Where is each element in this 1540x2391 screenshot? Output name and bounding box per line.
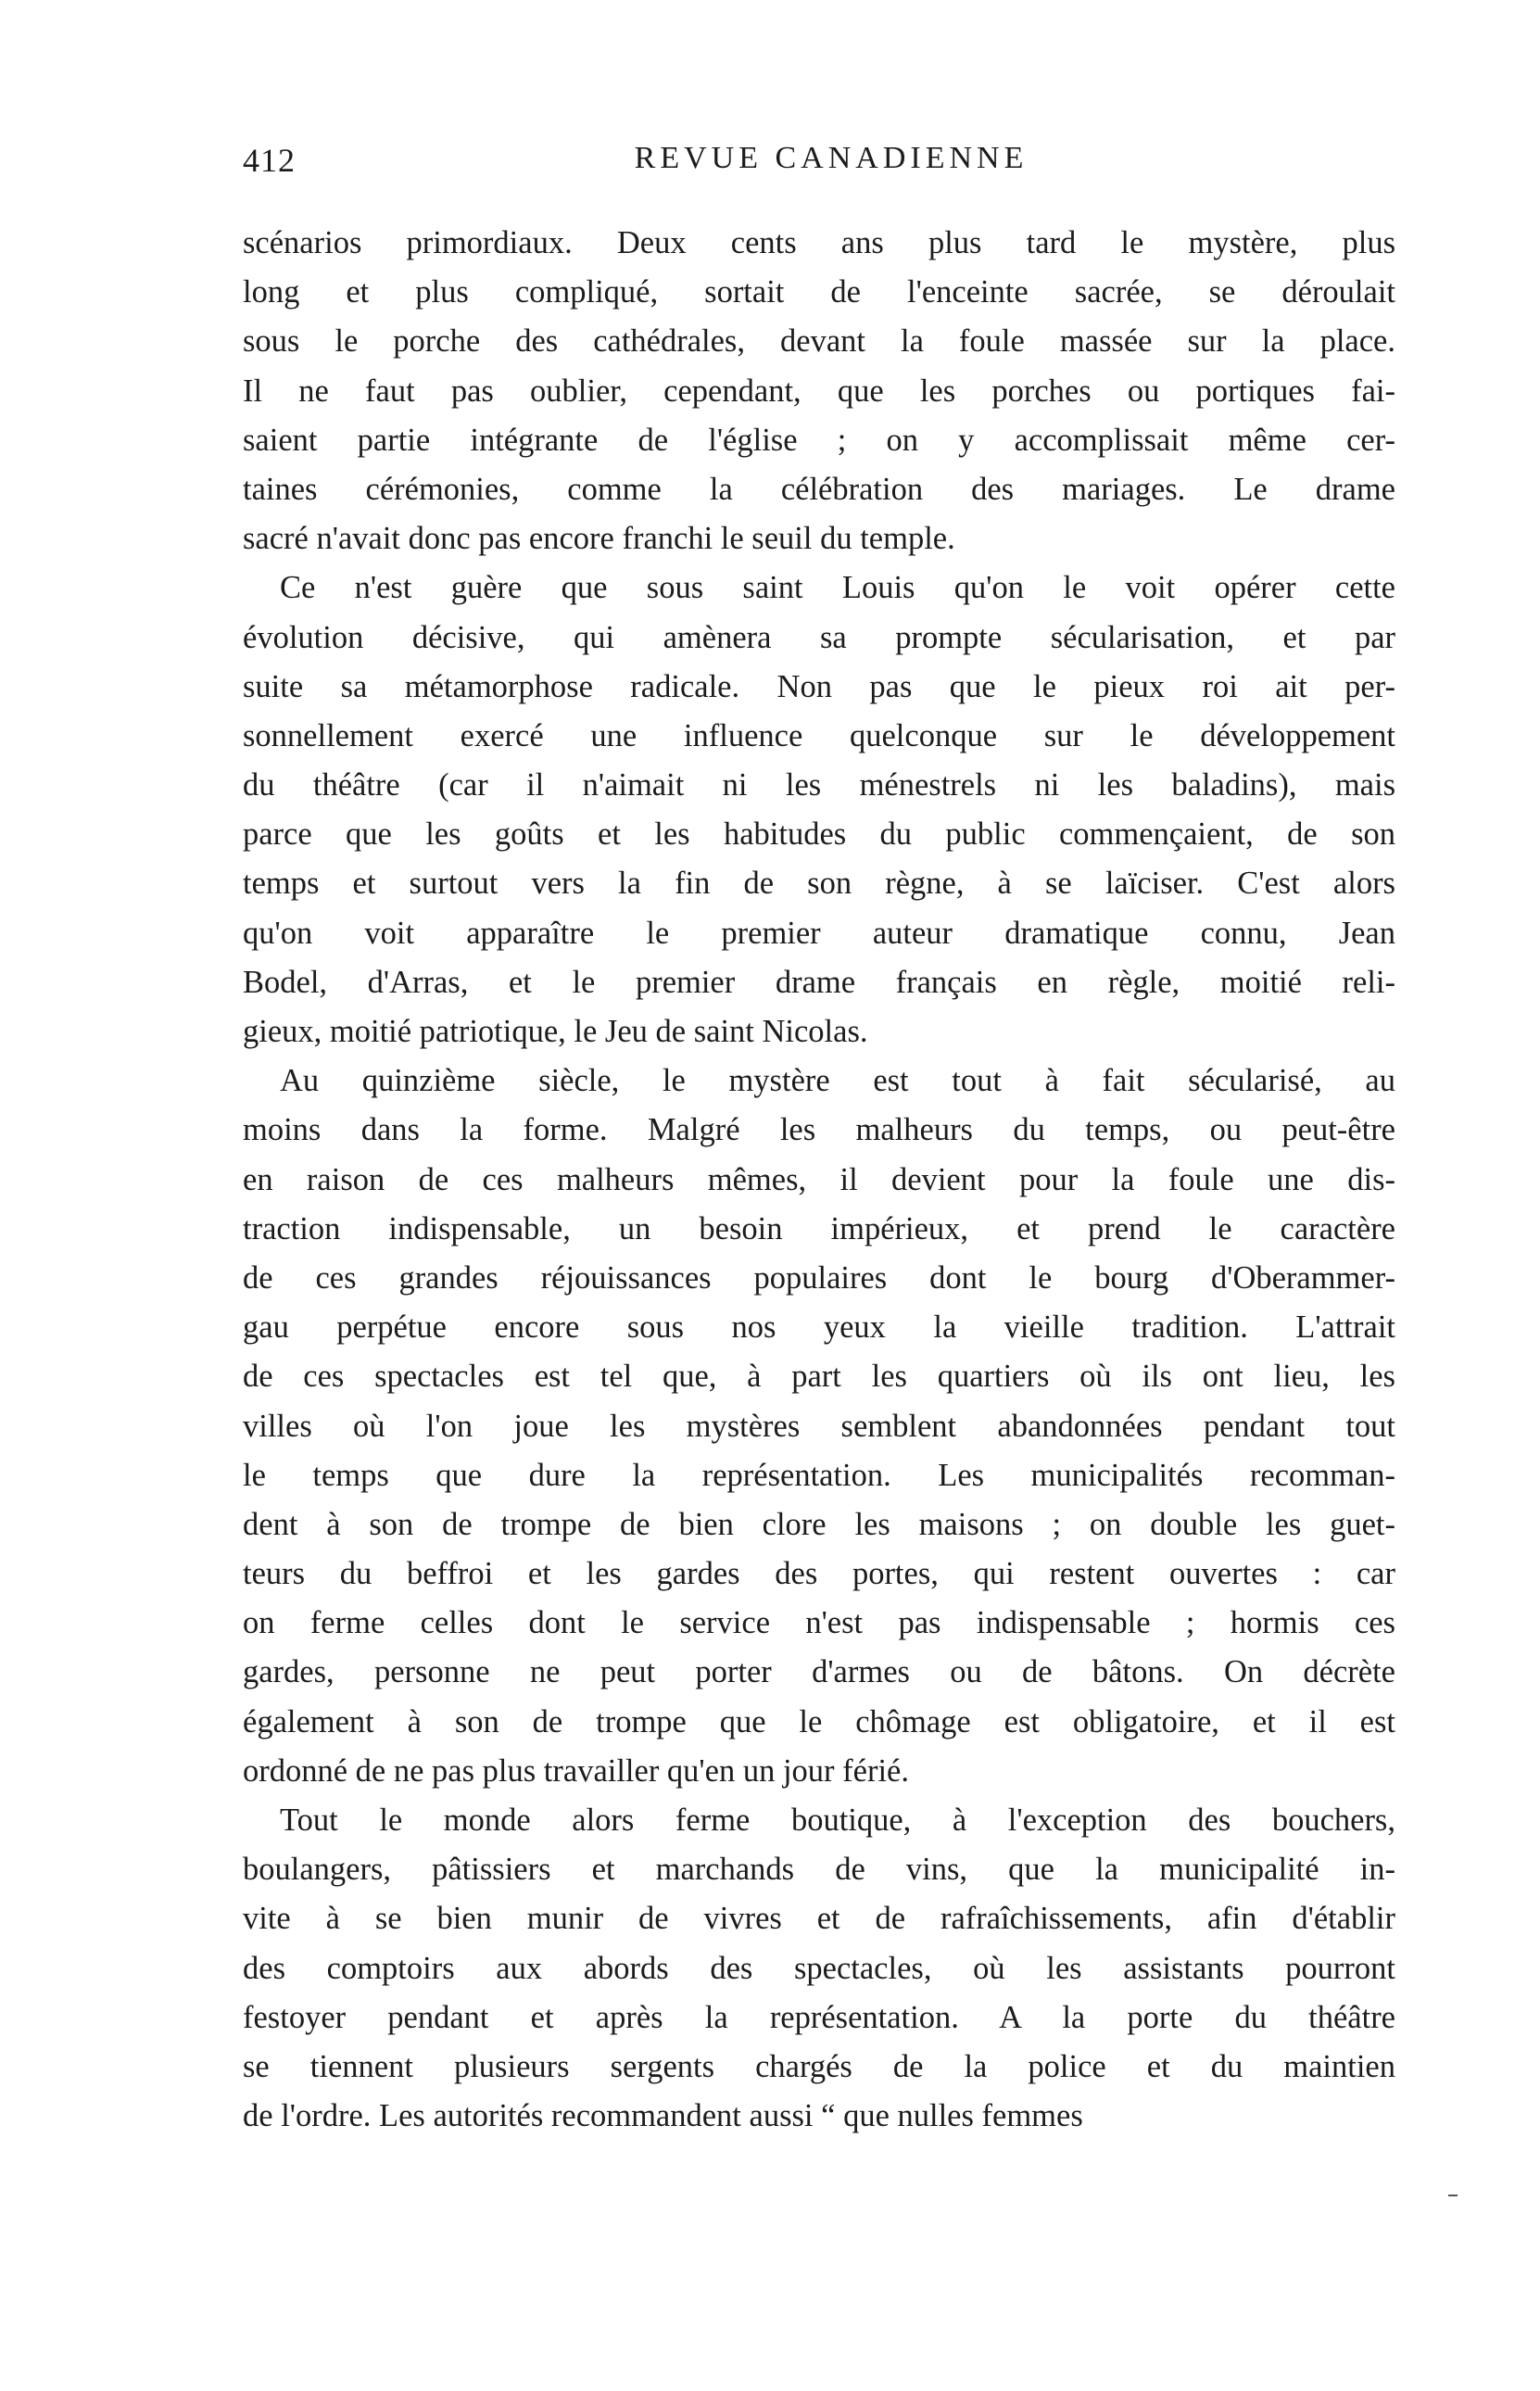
- text-line: évolution décisive, qui amènera sa prompte sécularisation, et par: [243, 619, 1395, 655]
- text-line: festoyer pendant et après la représentation. A la porte du théâtre: [243, 1999, 1395, 2035]
- text-line: on ferme celles dont le service n'est pas indispensable ; hormis ces: [243, 1605, 1395, 1641]
- text-line: sonnellement exercé une influence quelconque sur le développement: [243, 717, 1395, 753]
- text-line: temps et surtout vers la fin de son règne, à se laïciser. C'est alors: [243, 866, 1395, 902]
- text-line: Tout le monde alors ferme boutique, à l'exception des bouchers,: [280, 1803, 1395, 1838]
- text-line: le temps que dure la représentation. Les municipalités recomman-: [243, 1457, 1395, 1493]
- body-text: [243, 219, 1395, 2141]
- text-line: de ces grandes réjouissances populaires dont le bourg d'Oberammer-: [243, 1259, 1395, 1296]
- text-line: qu'on voit apparaître le premier auteur dramatique connu, Jean: [243, 915, 1395, 951]
- text-line: moins dans la forme. Malgré les malheurs du temps, ou peut-être: [243, 1112, 1395, 1148]
- text-line: du théâtre (car il n'aimait ni les ménestrels ni les baladins), mais: [243, 767, 1395, 803]
- text-line: traction indispensable, un besoin impérieux, et prend le caractère: [243, 1210, 1395, 1246]
- text-line: boulangers, pâtissiers et marchands de vins, que la municipalité in-: [243, 1852, 1395, 1888]
- page-header: [243, 141, 1392, 196]
- text-line: en raison de ces malheurs mêmes, il devient pour la foule une dis-: [243, 1161, 1395, 1197]
- text-line: gieux, moitié patriotique, le Jeu de saint Nicolas.: [243, 1014, 868, 1049]
- text-line: parce que les goûts et les habitudes du public commençaient, de son: [243, 816, 1395, 853]
- text-line: dent à son de trompe de bien clore les maisons ; on double les guet-: [243, 1506, 1395, 1542]
- text-line: long et plus compliqué, sortait de l'enceinte sacrée, se déroulait: [243, 274, 1395, 310]
- text-line: Au quinzième siècle, le mystère est tout à fait sécularisé, au: [280, 1063, 1395, 1099]
- text-line: taines cérémonies, comme la célébration des mariages. Le drame: [243, 471, 1395, 507]
- paragraph: [243, 563, 1395, 1056]
- paragraph: [243, 219, 1395, 563]
- text-line: Il ne faut pas oublier, cependant, que les porches ou portiques fai-: [243, 373, 1395, 409]
- text-line: se tiennent plusieurs sergents chargés de la police et du maintien: [243, 2048, 1395, 2084]
- text-line: de l'ordre. Les autorités recommandent aussi “ que nulles femmes: [243, 2098, 1083, 2134]
- text-line: teurs du beffroi et les gardes des portes, qui restent ouvertes : car: [243, 1556, 1395, 1592]
- text-line: gardes, personne ne peut porter d'armes ou de bâtons. On décrète: [243, 1654, 1395, 1690]
- text-line: également à son de trompe que le chômage est obligatoire, et il est: [243, 1703, 1395, 1739]
- text-line: saient partie intégrante de l'église ; on y accomplissait même cer-: [243, 422, 1395, 458]
- paragraph: [243, 1056, 1395, 1796]
- text-line: des comptoirs aux abords des spectacles, où les assistants pourront: [243, 1950, 1395, 1986]
- text-line: ordonné de ne pas plus travailler qu'en un jour férié.: [243, 1752, 909, 1789]
- paragraph: [243, 1796, 1395, 2141]
- page-number: 412: [243, 142, 296, 179]
- text-line: Bodel, d'Arras, et le premier drame français en règle, moitié reli-: [243, 964, 1395, 1000]
- text-line: vite à se bien munir de vivres et de rafraîchissements, afin d'établir: [243, 1901, 1395, 1937]
- text-line: villes où l'on joue les mystères semblent abandonnées pendant tout: [243, 1408, 1395, 1444]
- text-line: sous le porche des cathédrales, devant la foule massée sur la place.: [243, 323, 1395, 360]
- running-title: REVUE CANADIENNE: [634, 141, 1029, 175]
- text-line: Ce n'est guère que sous saint Louis qu'on le voit opérer cette: [280, 570, 1395, 606]
- scan-mark: [1448, 2195, 1458, 2196]
- text-line: sacré n'avait donc pas encore franchi le seuil du temple.: [243, 521, 955, 557]
- text-line: gau perpétue encore sous nos yeux la vieille tradition. L'attrait: [243, 1309, 1395, 1346]
- text-line: suite sa métamorphose radicale. Non pas que le pieux roi ait per-: [243, 668, 1395, 704]
- text-line: de ces spectacles est tel que, à part les quartiers où ils ont lieu, les: [243, 1359, 1395, 1395]
- text-line: scénarios primordiaux. Deux cents ans plus tard le mystère, plus: [243, 225, 1395, 260]
